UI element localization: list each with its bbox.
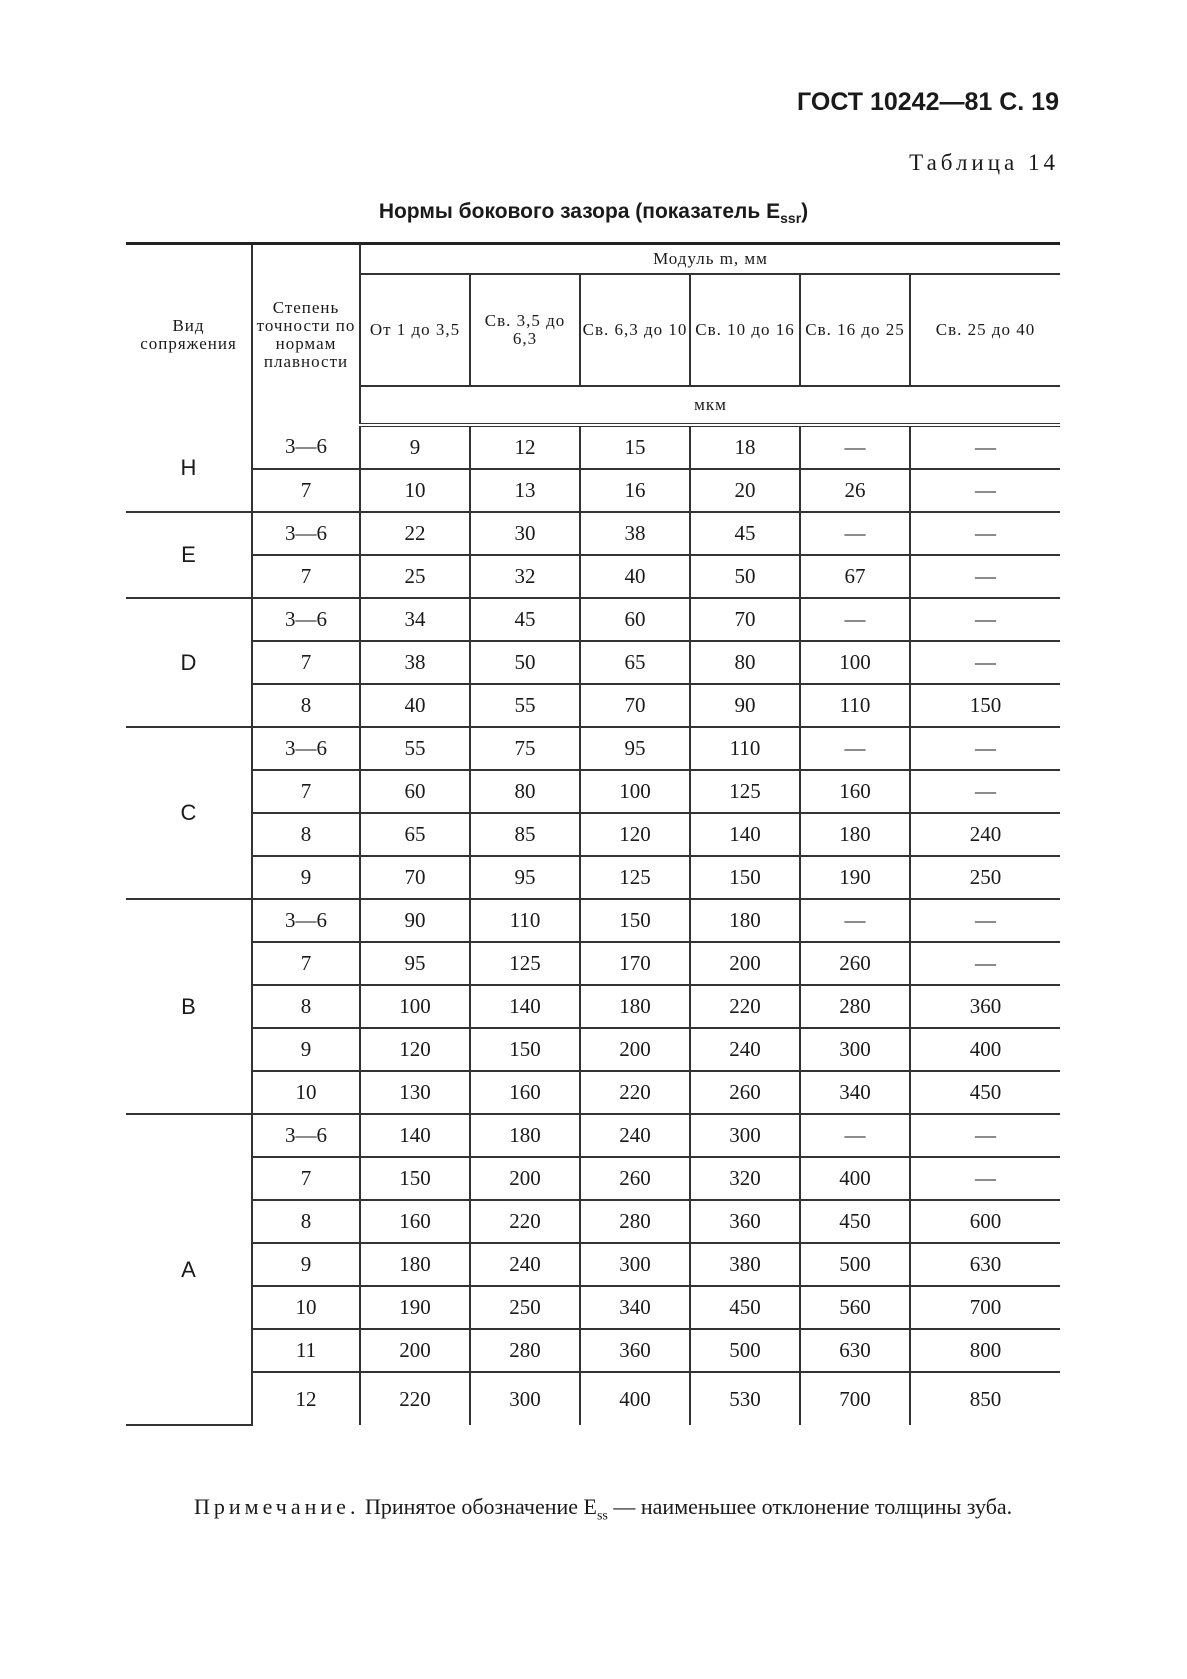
value-cell: 300 — [580, 1243, 690, 1286]
value-cell: — — [910, 727, 1060, 770]
value-cell: 300 — [800, 1028, 910, 1071]
value-cell: — — [910, 555, 1060, 598]
table-note — [130, 1490, 1090, 1533]
value-cell: 45 — [470, 598, 580, 641]
value-cell: 340 — [800, 1071, 910, 1114]
grade-cell: 3—6 — [252, 1114, 360, 1157]
value-cell: 55 — [360, 727, 470, 770]
value-cell: 50 — [690, 555, 800, 598]
value-cell: — — [910, 770, 1060, 813]
grade-cell: 7 — [252, 942, 360, 985]
table-row — [126, 1286, 1060, 1329]
header-range: Св. 3,5 до 6,3 — [470, 274, 580, 386]
value-cell: 85 — [470, 813, 580, 856]
value-cell: 110 — [690, 727, 800, 770]
value-cell: 340 — [580, 1286, 690, 1329]
value-cell: 125 — [580, 856, 690, 899]
value-cell: 630 — [800, 1329, 910, 1372]
value-cell: — — [910, 899, 1060, 942]
note-text-before: Принятое обозначение E — [359, 1494, 597, 1519]
grade-cell: 8 — [252, 684, 360, 727]
grade-cell: 9 — [252, 1243, 360, 1286]
value-cell: 80 — [690, 641, 800, 684]
grade-cell: 12 — [252, 1372, 360, 1425]
table-row — [126, 813, 1060, 856]
value-cell: 32 — [470, 555, 580, 598]
table-row — [126, 1071, 1060, 1114]
note-label: Примечание. — [194, 1494, 360, 1519]
value-cell: 150 — [910, 684, 1060, 727]
grade-cell: 3—6 — [252, 727, 360, 770]
table-row — [126, 641, 1060, 684]
value-cell: 220 — [360, 1372, 470, 1425]
table-row — [126, 1372, 1060, 1425]
value-cell: 240 — [580, 1114, 690, 1157]
table-row — [126, 1028, 1060, 1071]
header-units: мкм — [360, 386, 1060, 425]
grade-cell: 11 — [252, 1329, 360, 1372]
value-cell: 240 — [910, 813, 1060, 856]
value-cell: 200 — [580, 1028, 690, 1071]
mating-type-cell: B — [126, 899, 252, 1114]
grade-cell: 7 — [252, 770, 360, 813]
value-cell: 38 — [580, 512, 690, 555]
value-cell: 280 — [800, 985, 910, 1028]
value-cell: 250 — [910, 856, 1060, 899]
value-cell: 450 — [690, 1286, 800, 1329]
value-cell: 18 — [690, 425, 800, 469]
table-row — [126, 1200, 1060, 1243]
grade-cell: 8 — [252, 813, 360, 856]
value-cell: 65 — [580, 641, 690, 684]
value-cell: 280 — [470, 1329, 580, 1372]
title-subscript: ssr — [780, 210, 802, 227]
header-mating-type: Вид сопряжения — [140, 316, 237, 353]
title-text: Нормы бокового зазора (показатель E — [378, 200, 781, 223]
value-cell: 95 — [360, 942, 470, 985]
grade-cell: 8 — [252, 985, 360, 1028]
table-header — [126, 244, 1060, 426]
value-cell: 400 — [800, 1157, 910, 1200]
value-cell: 60 — [580, 598, 690, 641]
value-cell: 16 — [580, 469, 690, 512]
value-cell: 160 — [360, 1200, 470, 1243]
grade-cell: 3—6 — [252, 598, 360, 641]
grade-cell: 9 — [252, 856, 360, 899]
value-cell: 180 — [690, 899, 800, 942]
value-cell: 360 — [580, 1329, 690, 1372]
value-cell: 110 — [470, 899, 580, 942]
table-title — [0, 200, 1187, 226]
value-cell: 140 — [690, 813, 800, 856]
value-cell: 65 — [360, 813, 470, 856]
mating-type-cell: H — [126, 425, 252, 512]
value-cell: 34 — [360, 598, 470, 641]
value-cell: — — [800, 1114, 910, 1157]
table-body — [126, 425, 1060, 1425]
value-cell: 240 — [470, 1243, 580, 1286]
value-cell: 220 — [690, 985, 800, 1028]
table-row — [126, 469, 1060, 512]
value-cell: 80 — [470, 770, 580, 813]
value-cell: 180 — [470, 1114, 580, 1157]
header-range: Св. 10 до 16 — [690, 274, 800, 386]
value-cell: 55 — [470, 684, 580, 727]
value-cell: 600 — [910, 1200, 1060, 1243]
value-cell: 380 — [690, 1243, 800, 1286]
value-cell: 100 — [580, 770, 690, 813]
value-cell: 700 — [910, 1286, 1060, 1329]
value-cell: 400 — [580, 1372, 690, 1425]
value-cell: 150 — [690, 856, 800, 899]
table-row — [126, 684, 1060, 727]
value-cell: 110 — [800, 684, 910, 727]
value-cell: 360 — [910, 985, 1060, 1028]
value-cell: 180 — [580, 985, 690, 1028]
value-cell: 120 — [360, 1028, 470, 1071]
table-row — [126, 770, 1060, 813]
header-range: Св. 16 до 25 — [800, 274, 910, 386]
grade-cell: 7 — [252, 641, 360, 684]
value-cell: — — [800, 899, 910, 942]
value-cell: 50 — [470, 641, 580, 684]
value-cell: 120 — [580, 813, 690, 856]
value-cell: 60 — [360, 770, 470, 813]
note-subscript: ss — [596, 1508, 608, 1524]
value-cell: — — [910, 425, 1060, 469]
value-cell: 38 — [360, 641, 470, 684]
table-row — [126, 598, 1060, 641]
value-cell: 180 — [800, 813, 910, 856]
value-cell: 22 — [360, 512, 470, 555]
mating-type-cell: C — [126, 727, 252, 899]
value-cell: 140 — [470, 985, 580, 1028]
table-number: Таблица 14 — [909, 150, 1059, 175]
mating-type-cell: A — [126, 1114, 252, 1425]
value-cell: 500 — [800, 1243, 910, 1286]
value-cell: 67 — [800, 555, 910, 598]
value-cell: 630 — [910, 1243, 1060, 1286]
value-cell: — — [910, 598, 1060, 641]
value-cell: — — [910, 942, 1060, 985]
value-cell: 160 — [470, 1071, 580, 1114]
value-cell: 220 — [470, 1200, 580, 1243]
value-cell: 530 — [690, 1372, 800, 1425]
value-cell: 26 — [800, 469, 910, 512]
value-cell: 125 — [690, 770, 800, 813]
table-row — [126, 985, 1060, 1028]
value-cell: 40 — [580, 555, 690, 598]
title-closing: ) — [801, 200, 809, 223]
value-cell: 700 — [800, 1372, 910, 1425]
value-cell: 13 — [470, 469, 580, 512]
value-cell: 45 — [690, 512, 800, 555]
value-cell: 70 — [690, 598, 800, 641]
value-cell: 300 — [470, 1372, 580, 1425]
grade-cell: 8 — [252, 1200, 360, 1243]
value-cell: 90 — [690, 684, 800, 727]
value-cell: 300 — [690, 1114, 800, 1157]
grade-cell: 10 — [252, 1286, 360, 1329]
grade-cell: 7 — [252, 1157, 360, 1200]
backlash-table — [126, 242, 1060, 1426]
table-row — [126, 512, 1060, 555]
value-cell: 190 — [800, 856, 910, 899]
table-row — [126, 1243, 1060, 1286]
value-cell: 240 — [690, 1028, 800, 1071]
note-text-after: — наименьшее отклонение толщины зуба. — [607, 1494, 1013, 1519]
value-cell: 160 — [800, 770, 910, 813]
table-row — [126, 856, 1060, 899]
value-cell: 450 — [910, 1071, 1060, 1114]
value-cell: 40 — [360, 684, 470, 727]
value-cell: 500 — [690, 1329, 800, 1372]
value-cell: 12 — [470, 425, 580, 469]
value-cell: 25 — [360, 555, 470, 598]
value-cell: 125 — [470, 942, 580, 985]
value-cell: 70 — [580, 684, 690, 727]
value-cell: 200 — [360, 1329, 470, 1372]
value-cell: 560 — [800, 1286, 910, 1329]
grade-cell: 7 — [252, 555, 360, 598]
value-cell: — — [800, 425, 910, 469]
value-cell: — — [910, 1114, 1060, 1157]
value-cell: — — [910, 1157, 1060, 1200]
value-cell: 150 — [470, 1028, 580, 1071]
header-range: От 1 до 3,5 — [360, 274, 470, 386]
value-cell: 150 — [580, 899, 690, 942]
value-cell: — — [910, 469, 1060, 512]
value-cell: 280 — [580, 1200, 690, 1243]
grade-cell: 10 — [252, 1071, 360, 1114]
value-cell: 100 — [800, 641, 910, 684]
value-cell: 20 — [690, 469, 800, 512]
value-cell: 220 — [580, 1071, 690, 1114]
header-module: Модуль m, мм — [360, 244, 1060, 275]
grade-cell: 3—6 — [252, 512, 360, 555]
value-cell: 100 — [360, 985, 470, 1028]
page-header: ГОСТ 10242—81 С. 19 — [797, 88, 1059, 116]
value-cell: 150 — [360, 1157, 470, 1200]
mating-type-cell: D — [126, 598, 252, 727]
value-cell: 140 — [360, 1114, 470, 1157]
value-cell: 70 — [360, 856, 470, 899]
value-cell: 190 — [360, 1286, 470, 1329]
header-range: Св. 6,3 до 10 — [580, 274, 690, 386]
grade-cell: 3—6 — [252, 425, 360, 469]
grade-cell: 3—6 — [252, 899, 360, 942]
value-cell: 15 — [580, 425, 690, 469]
value-cell: 200 — [470, 1157, 580, 1200]
value-cell: 260 — [800, 942, 910, 985]
value-cell: 320 — [690, 1157, 800, 1200]
table-row — [126, 1157, 1060, 1200]
table-row — [126, 942, 1060, 985]
header-range: Св. 25 до 40 — [910, 274, 1060, 386]
value-cell: 260 — [580, 1157, 690, 1200]
table-row — [126, 555, 1060, 598]
value-cell: 75 — [470, 727, 580, 770]
header-accuracy-grade: Степень точности по нормам плавности — [252, 244, 360, 426]
value-cell: — — [800, 598, 910, 641]
value-cell: 450 — [800, 1200, 910, 1243]
value-cell: 10 — [360, 469, 470, 512]
value-cell: 260 — [690, 1071, 800, 1114]
value-cell: — — [910, 512, 1060, 555]
table-row — [126, 1329, 1060, 1372]
value-cell: 170 — [580, 942, 690, 985]
grade-cell: 7 — [252, 469, 360, 512]
value-cell: 95 — [580, 727, 690, 770]
value-cell: 400 — [910, 1028, 1060, 1071]
value-cell: 180 — [360, 1243, 470, 1286]
value-cell: 90 — [360, 899, 470, 942]
value-cell: — — [800, 512, 910, 555]
value-cell: 360 — [690, 1200, 800, 1243]
value-cell: 30 — [470, 512, 580, 555]
value-cell: 95 — [470, 856, 580, 899]
value-cell: 130 — [360, 1071, 470, 1114]
table-row — [126, 899, 1060, 942]
value-cell: 850 — [910, 1372, 1060, 1425]
table-row — [126, 727, 1060, 770]
value-cell: 800 — [910, 1329, 1060, 1372]
table-row — [126, 425, 1060, 469]
grade-cell: 9 — [252, 1028, 360, 1071]
value-cell: 250 — [470, 1286, 580, 1329]
mating-type-cell: E — [126, 512, 252, 598]
value-cell: — — [910, 641, 1060, 684]
value-cell: 200 — [690, 942, 800, 985]
value-cell: — — [800, 727, 910, 770]
table-row — [126, 1114, 1060, 1157]
value-cell: 9 — [360, 425, 470, 469]
